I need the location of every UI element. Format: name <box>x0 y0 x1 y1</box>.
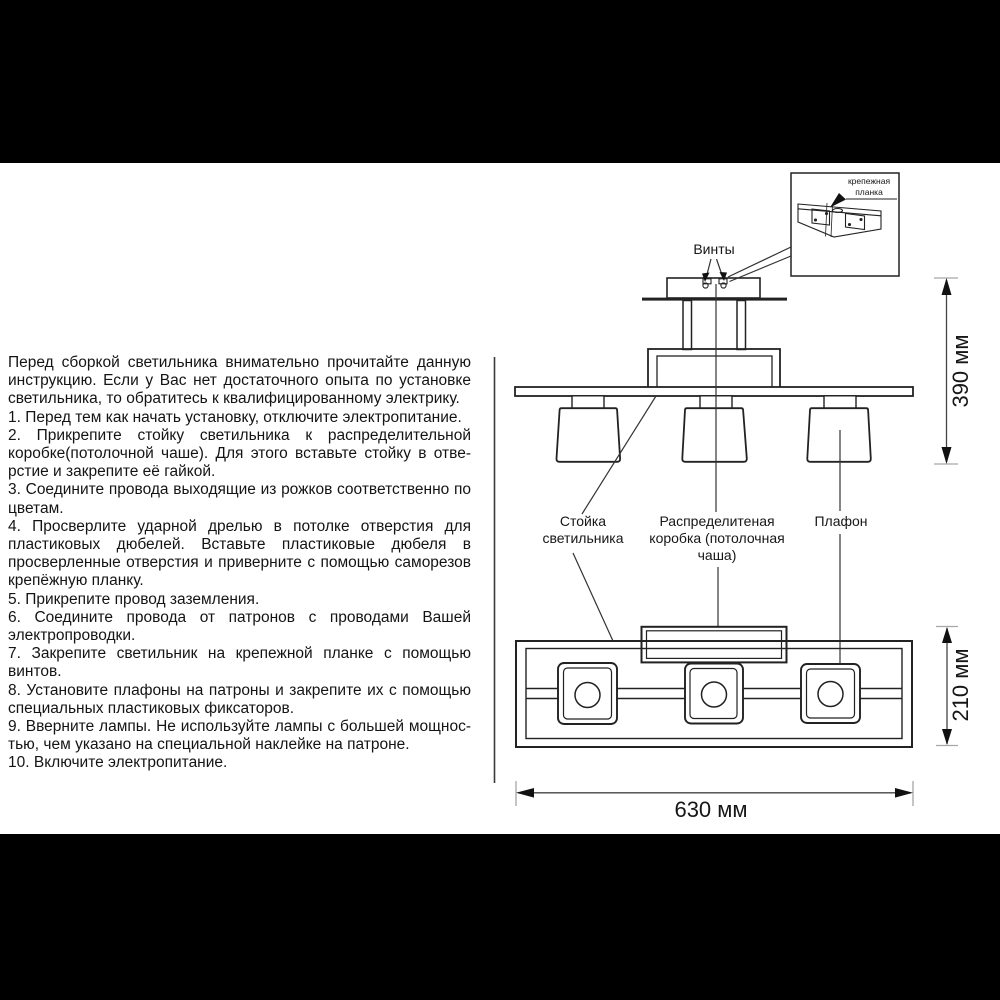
instruction-step: 5. Прикрепите провод заземления. <box>8 590 260 608</box>
dimension-arrow-icon <box>516 788 534 798</box>
dimension-arrow-icon <box>942 278 952 295</box>
instruction-step: 7. Закрепите светильник на крепежной планке с помощью винтов. <box>8 645 471 681</box>
dimension-arrow-icon <box>942 447 952 464</box>
instruction-step: 3. Соедините провода выходящие из рожков соответственно по цветам. <box>8 481 471 517</box>
mounting-plate-label: крепежная планка <box>847 176 891 197</box>
instruction-step: 4. Просверлите ударной дрелью в потолке отверстия для пластиковых дюбелей. Вставьте пластиковые дюбеля в просверленные отверстия и приверните с помощью саморезов крепёжную планку. <box>8 517 471 590</box>
instructions-text <box>8 354 471 773</box>
instruction-step: 10. Включите электропитание. <box>8 754 228 772</box>
dimension-630-label: 630 мм <box>674 797 748 822</box>
dimension-210-label: 210 мм <box>948 648 973 722</box>
bottom-view-drawing <box>516 627 912 747</box>
instruction-step: 2. Прикрепите стойку светильника к распределительной коробке(потолочной чаше). Для этого вставьте стойку в отве-рстие и закрепите её гайкой. <box>8 426 471 481</box>
instruction-step: 6. Соедините провода от патронов с проводами Вашей электропроводки. <box>8 608 471 645</box>
distribution-box-label: Распределитеная коробка (потолочная чаша) <box>649 513 785 563</box>
stand-label: Стойка светильника <box>542 513 624 546</box>
dimension-390-label: 390 мм <box>948 334 973 408</box>
instruction-step: 1. Перед тем как начать установку, отключите электропитание. <box>8 408 462 426</box>
dimension-arrow-icon <box>895 788 913 798</box>
side-view-drawing <box>515 278 913 462</box>
instructions-intro: Перед сборкой светильника внимательно прочитайте данную инструкцию. Если у Вас нет достаточного опыта по установке светильника, то обратитесь к квалифицированному электрику. <box>8 354 471 408</box>
shade-label: Плафон <box>814 513 868 529</box>
instruction-step: 8. Установите плафоны на патроны и закрепите их с помощью специальных пластиковых фиксаторов. <box>8 681 471 717</box>
instruction-step: 9. Вверните лампы. Не используйте лампы с большей мощнос-тью, чем указано на специальной наклейке на патроне. <box>8 718 471 754</box>
screws-label: Винты <box>693 241 735 257</box>
